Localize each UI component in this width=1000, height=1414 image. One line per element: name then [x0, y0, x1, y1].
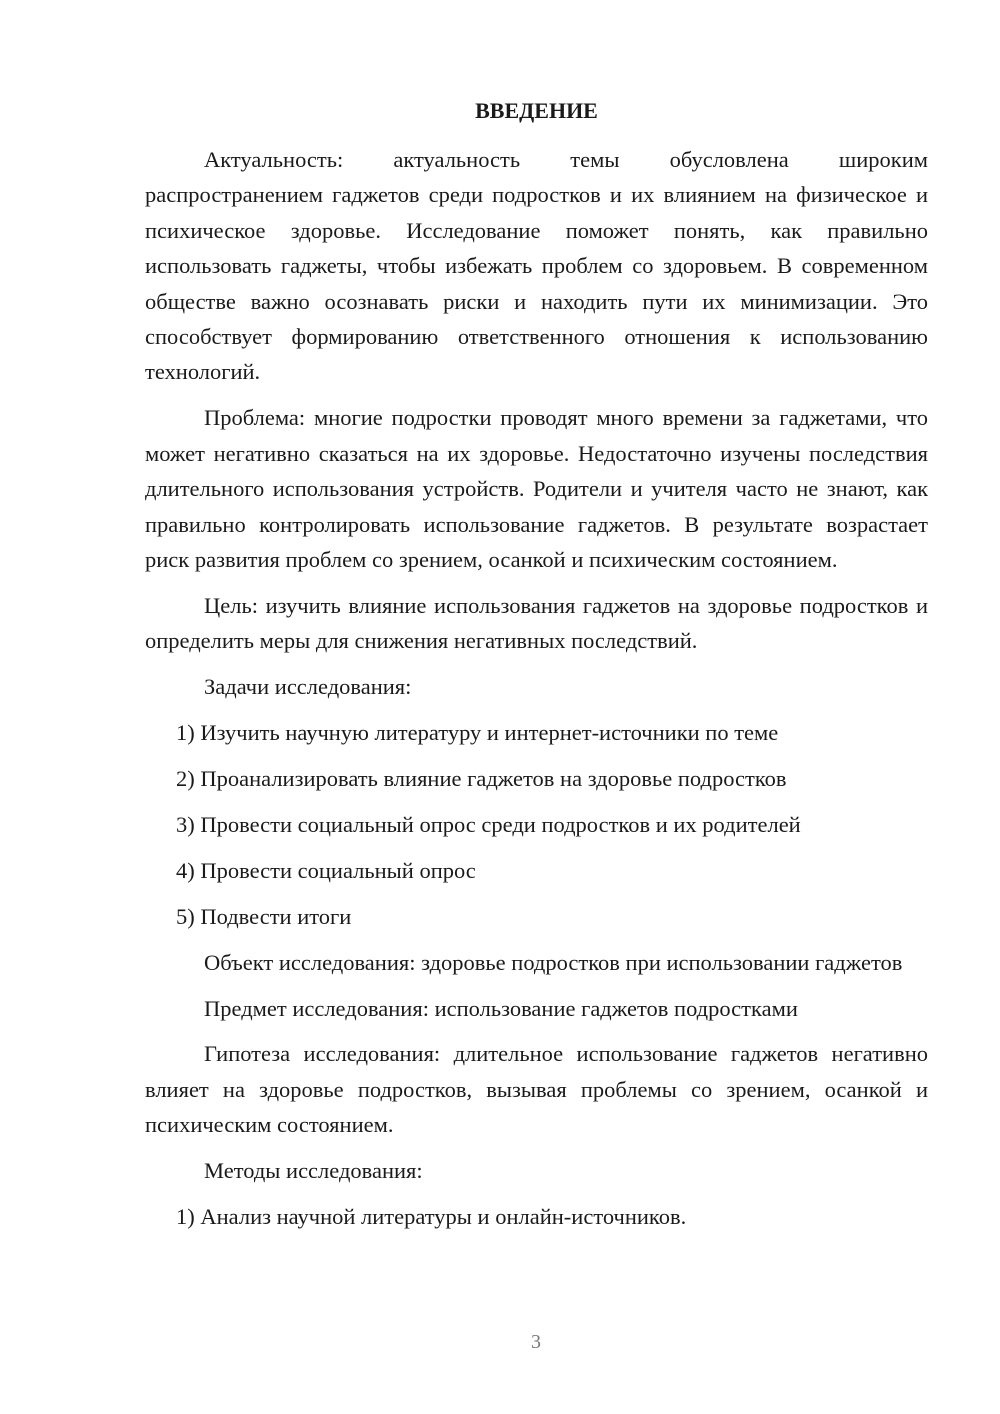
- task-item: 3) Провести социальный опрос среди подростков и их родителей: [176, 811, 801, 837]
- page-number: 3: [531, 1331, 541, 1353]
- relevance-paragraph: Актуальность: актуальность темы обусловлена широким распространением гаджетов среди подростков и их влиянием на физическое и психическое здоровье. Исследование поможет понять, как правильно использовать гаджеты, чтобы избежать проблем со здоровьем. В современном обществе важно осознавать риски и находить пути их минимизации. Это способствует формированию ответственного отношения к использованию технологий.: [145, 147, 928, 385]
- object-paragraph: Объект исследования: здоровье подростков при использовании гаджетов: [204, 949, 903, 975]
- task-item: 5) Подвести итоги: [176, 903, 352, 929]
- task-item: 4) Провести социальный опрос: [176, 857, 476, 883]
- problem-paragraph: Проблема: многие подростки проводят много времени за гаджетами, что может негативно сказаться на их здоровье. Недостаточно изучены последствия длительного использования устройств. Родители и учителя часто не знают, как правильно контролировать использование гаджетов. В результате возрастает риск развития проблем со зрением, осанкой и психическим состоянием.: [145, 405, 928, 572]
- subject-paragraph: Предмет исследования: использование гаджетов подростками: [204, 995, 798, 1021]
- tasks-title: Задачи исследования:: [204, 674, 412, 700]
- task-item: 2) Проанализировать влияние гаджетов на здоровье подростков: [176, 766, 787, 791]
- document-body: [145, 142, 928, 1245]
- task-item: 1) Изучить научную литературу и интернет-источники по теме: [176, 720, 779, 746]
- hypothesis-paragraph: Гипотеза исследования: длительное использование гаджетов негативно влияет на здоровье подростков, вызывая проблемы со зрением, осанкой и психическим состоянием.: [145, 1041, 928, 1138]
- methods-title: Методы исследования:: [204, 1158, 423, 1184]
- goal-paragraph: Цель: изучить влияние использования гаджетов на здоровье подростков и определить меры для снижения негативных последствий.: [145, 592, 928, 654]
- method-item: 1) Анализ научной литературы и онлайн-источников.: [176, 1204, 687, 1230]
- section-heading: ВВЕДЕНИЕ: [475, 98, 598, 123]
